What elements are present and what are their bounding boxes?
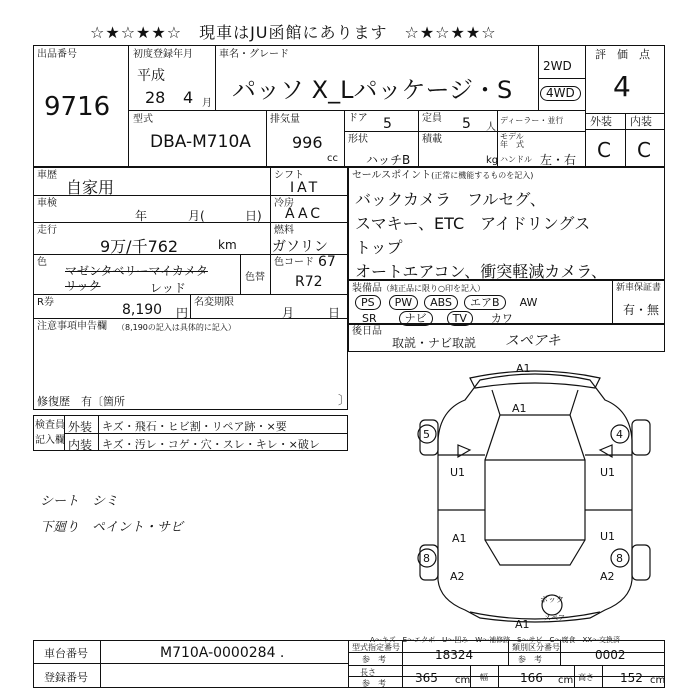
rating-value: 4 [613, 70, 631, 103]
equip-ps: PS [355, 295, 381, 310]
width-unit: cm [558, 675, 574, 686]
height-value: 152 [620, 671, 643, 685]
equip-sr: SR [362, 312, 377, 325]
recycle-label: R券 [37, 297, 54, 308]
dealer-label: ディーラー・並行 [500, 116, 564, 125]
category-value: 0002 [595, 648, 626, 662]
diagram-mark-left-rear: A2 [450, 570, 465, 583]
exterior-label: 外装 [590, 115, 612, 128]
shift-value: IAT [290, 180, 321, 196]
inspector-row2-label: 内装 [68, 438, 93, 452]
equip-navi: ナビ [399, 311, 433, 326]
doors-label: ドア [348, 113, 368, 124]
color-original2: リック [65, 279, 101, 293]
warranty-label: 新車保証書 [616, 283, 662, 293]
length-unit: cm [455, 675, 471, 686]
hand-note-1: シート シミ [40, 494, 119, 509]
type-designation-sub: 参 考 [362, 655, 386, 664]
diagram-mark-left-front-door: U1 [450, 466, 466, 479]
drive-2wd: 2WD [543, 59, 572, 73]
model-name-label: 車名・グレード [219, 49, 289, 60]
mileage-label: 走行 [37, 225, 57, 236]
chassis-value: M710A-0000284 . [160, 645, 285, 661]
sales-points-title: セールスポイント [352, 170, 432, 181]
mileage-value: 9万/千762 [100, 237, 179, 256]
inspection-year: 年 [135, 209, 148, 223]
type-designation-label: 型式指定番号 [352, 643, 400, 652]
name-change-month: 月 [282, 306, 295, 320]
inspection-month: 月( [188, 209, 205, 223]
capacity-label: 定員 [422, 113, 442, 124]
exterior-value: C [597, 138, 611, 162]
sales-point-line-1: バックカメラ フルセグ、 [355, 190, 546, 209]
diagram-mark-right-front-door: U1 [600, 466, 616, 479]
diagram-spare-sub: スペア [544, 614, 565, 622]
color-label: 色 [37, 257, 47, 268]
equip-pw: PW [389, 295, 419, 310]
capacity-unit: 人 [486, 122, 496, 133]
model-code-value: DBA-M710A [150, 132, 251, 152]
diagram-mark-right-rear-door: U1 [600, 530, 616, 543]
sales-point-line-4: オートエアコン、衝突軽減カメラ、 [355, 262, 608, 281]
name-change-day: 日 [328, 306, 341, 320]
diagram-mark-left-rear-door: A1 [452, 532, 467, 545]
registration-label: 登録番号 [44, 671, 88, 684]
lot-number: 9716 [44, 92, 111, 122]
diagram-mark-front-bumper: A1 [516, 362, 531, 375]
doors-value: 5 [383, 116, 392, 132]
sales-points-sublabel: (正常に機能するものを記入) [431, 171, 534, 180]
inspector-row2: キズ・汚レ・コゲ・穴・スレ・キレ・×破レ [102, 438, 320, 451]
equip-airbag: エアB [464, 295, 506, 310]
model-code-label: 型式 [133, 114, 153, 125]
inspector-label-2: 記入欄 [35, 435, 65, 446]
first-reg-month-unit: 月 [202, 98, 212, 109]
color-change-label: 色替 [245, 272, 265, 283]
aircon-label: 冷房 [274, 198, 294, 209]
fuel-label: 燃料 [274, 225, 294, 236]
recycle-value: 8,190 [122, 302, 163, 318]
diagram-mark-right-rear: A2 [600, 570, 615, 583]
length-label: 長さ [360, 668, 376, 677]
history-value: 自家用 [66, 178, 115, 197]
diagram-mark-5: 5 [423, 428, 430, 441]
drive-4wd: 4WD [540, 86, 581, 101]
shift-label: シフト [274, 170, 304, 181]
diagram-mark-rear-bumper: A1 [515, 618, 530, 630]
load-unit: kg [486, 155, 499, 166]
recycle-unit: 円 [176, 306, 189, 320]
damage-legend: A～キズ E～エクボ U～凹み W～補修跡 S～サビ C～腐食 XX～交換済 [370, 636, 621, 644]
diagram-mark-8-left: 8 [423, 552, 430, 565]
equipment-row-1 [355, 295, 537, 310]
diagram-mark-hood: A1 [512, 402, 527, 415]
inspection-label: 車検 [37, 198, 57, 209]
accessories-value: 取説・ナビ取説 [392, 336, 477, 350]
equipment-sublabel: （純正品に限り○印を記入） [382, 284, 485, 293]
notes-sublabel: （8,190の記入は具体的に記入） [117, 323, 236, 332]
first-reg-era: 平成 [137, 68, 165, 84]
equip-tv: TV [447, 311, 473, 326]
category-sub: 参 考 [518, 655, 542, 664]
aircon-value: AAC [285, 206, 324, 222]
rating-label: 評 価 点 [595, 48, 650, 61]
lot-label: 出品番号 [37, 49, 77, 60]
interior-label: 内装 [630, 115, 652, 128]
type-designation-value: 18324 [435, 648, 474, 662]
repair-bracket-end: 〕 [338, 393, 351, 407]
inspector-row1-label: 外装 [68, 420, 93, 434]
model-name-value: パッソ X_Lパッケージ・S [232, 76, 513, 104]
color-new: レッド [150, 281, 186, 295]
first-reg-year: 28 [145, 88, 166, 107]
displacement-value: 996 [292, 133, 323, 152]
drive-4wd-wrap [540, 86, 581, 101]
name-change-label: 名変期限 [194, 297, 234, 308]
body-type-value: ハッチB [366, 153, 411, 167]
repair-label: 修復歴 有〔箇所 [37, 395, 125, 408]
color-code-label: 色コード [274, 257, 314, 268]
handle-label: ハンドル [500, 155, 532, 164]
color-original: マゼンタベリーマイカメタ [65, 264, 208, 278]
sales-point-line-2: スマキー、ETC アイドリングス [355, 214, 591, 233]
color-code-2: R72 [295, 274, 323, 290]
diagram-mark-4: 4 [616, 428, 623, 441]
equipment-label [352, 283, 485, 294]
inspector-label-1: 検査員 [35, 420, 65, 431]
chassis-label: 車台番号 [44, 647, 88, 660]
sales-points-label [352, 170, 533, 181]
sales-point-line-3: トップ [355, 238, 403, 257]
height-unit: cm [650, 675, 666, 686]
damage-diagram [400, 360, 670, 630]
length-value: 365 [415, 671, 438, 685]
hand-note-2: 下廻り ペイント・サビ [40, 520, 184, 535]
equipment-title: 装備品 [352, 283, 382, 294]
color-code-value: 67 [318, 254, 336, 270]
width-label: 幅 [480, 673, 488, 682]
equip-aw: AW [519, 296, 538, 309]
warranty-value: 有・無 [623, 303, 660, 317]
first-reg-month: 4 [183, 88, 194, 107]
inspection-day: 日) [245, 209, 262, 223]
capacity-value: 5 [462, 116, 471, 132]
dims-sub: 参 考 [362, 679, 386, 688]
accessories-handwritten: スペアキ [505, 333, 561, 349]
width-value: 166 [520, 671, 543, 685]
mileage-unit: km [218, 238, 237, 252]
fuel-value: ガソリン [272, 239, 328, 255]
height-label: 高さ [578, 673, 594, 682]
load-label: 積載 [422, 134, 442, 145]
accessories-label: 後日品 [352, 326, 382, 337]
notes-label: 注意事項申告欄 [37, 321, 107, 332]
history-label: 車歴 [37, 170, 57, 181]
equip-abs: ABS [424, 295, 458, 310]
body-type-label: 形状 [348, 134, 368, 145]
header-banner: ☆★☆★★☆ 現車はJU函館にあります ☆★☆★★☆ [90, 23, 497, 42]
equip-leather: カワ [490, 312, 513, 325]
inspector-row1: キズ・飛石・ヒビ割・リペア跡・×要 [102, 420, 287, 433]
diagram-mark-8-right: 8 [616, 552, 623, 565]
handle-value: 左・右 [540, 153, 577, 167]
interior-value: C [637, 138, 651, 162]
model-year-label: モデル 年 式 [500, 132, 524, 149]
first-reg-label: 初度登録年月 [133, 49, 193, 60]
displacement-unit: cc [327, 153, 338, 164]
displacement-label: 排気量 [270, 114, 300, 125]
diagram-spare-label: ボック [540, 595, 564, 604]
category-label: 類別区分番号 [512, 643, 560, 652]
